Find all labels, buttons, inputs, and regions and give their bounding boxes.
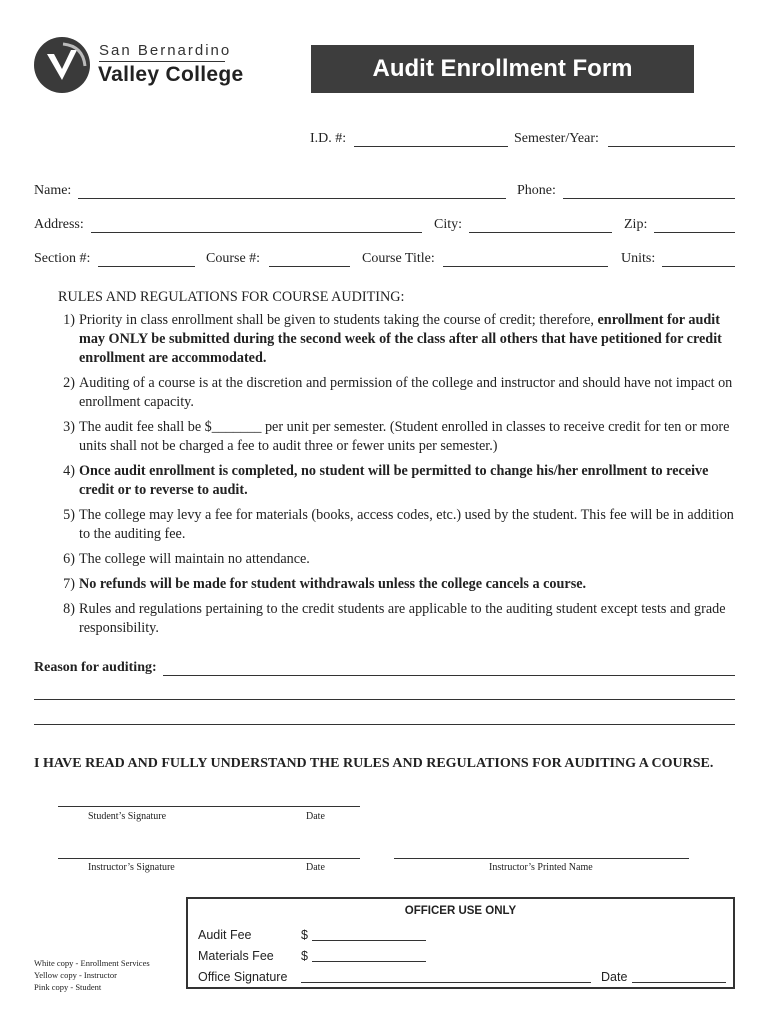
rule-item — [34, 374, 739, 412]
rule-item — [34, 550, 739, 569]
rule-text: Rules and regulations pertaining to the credit students are applicable to the auditing student except tests and grade responsibility. — [79, 601, 726, 636]
officer-box-title: OFFICER USE ONLY — [404, 905, 517, 917]
date-caption: Date — [306, 862, 325, 873]
officer-use-box — [186, 897, 735, 989]
materials-fee-dollar: $ — [301, 949, 308, 963]
college-logo — [33, 36, 91, 94]
semester-label: Semester/Year: — [514, 131, 599, 146]
audit-fee-field[interactable] — [312, 940, 426, 941]
rule-item — [34, 575, 739, 594]
rule-text-bold: enrollment for audit may ONLY be submitted during the second week of the class after all others that have petitioned for credit enrollment are accommodated. — [79, 312, 722, 366]
rule-text: The audit fee shall be $_______ per unit per semester. (Student enrolled in classes to receive credit for ten or more units shall not be charged a fee to audit three or fewer units per semester.) — [79, 419, 730, 454]
rule-text: No refunds will be made for student withdrawals unless the college cancels a course. — [79, 576, 587, 592]
rule-item — [34, 462, 739, 500]
rule-number: 8) — [63, 601, 75, 617]
materials-fee-label: Materials Fee — [198, 949, 274, 963]
phone-field[interactable] — [563, 198, 735, 199]
city-label: City: — [434, 217, 463, 232]
copy-distribution — [34, 957, 150, 993]
rule-text: The college will maintain no attendance. — [79, 551, 310, 567]
office-signature-field[interactable] — [301, 982, 591, 983]
rule-text: Auditing of a course is at the discretion and permission of the college and instructor and should have not impact on enrollment capacity. — [79, 375, 733, 410]
student-signature-caption: Student’s Signature — [88, 811, 167, 822]
reason-field-line1[interactable] — [163, 675, 735, 676]
rule-number: 3) — [63, 419, 75, 435]
instructor-name-caption: Instructor’s Printed Name — [489, 862, 593, 873]
copy-pink: Pink copy - Student — [34, 982, 102, 992]
zip-field[interactable] — [654, 232, 735, 233]
semester-field[interactable] — [608, 146, 735, 147]
audit-fee-label: Audit Fee — [198, 928, 252, 942]
rule-item — [34, 600, 739, 638]
audit-fee-dollar: $ — [301, 928, 308, 942]
date-caption: Date — [306, 811, 325, 822]
instructor-signature-line[interactable] — [58, 858, 360, 859]
student-signature-line[interactable] — [58, 806, 360, 807]
section-field[interactable] — [98, 266, 195, 267]
city-field[interactable] — [469, 232, 612, 233]
rule-text — [79, 311, 739, 368]
rule-item — [34, 506, 739, 544]
rule-item — [34, 311, 739, 368]
phone-label: Phone: — [517, 183, 556, 198]
units-label: Units: — [621, 251, 656, 266]
copy-white: White copy - Enrollment Services — [34, 958, 150, 968]
name-field[interactable] — [78, 198, 506, 199]
course-label: Course #: — [206, 251, 261, 266]
course-field[interactable] — [269, 266, 350, 267]
rule-number: 4) — [63, 463, 75, 479]
officer-date-label: Date — [601, 970, 628, 984]
rule-number: 6) — [63, 551, 75, 567]
logo-divider — [99, 61, 225, 62]
acknowledgement-statement: I HAVE READ AND FULLY UNDERSTAND THE RULES AND REGULATIONS FOR AUDITING A COURSE. — [34, 756, 714, 771]
rule-number: 5) — [63, 507, 75, 523]
college-name-line1: San Bernardino — [99, 42, 232, 59]
reason-field-line2[interactable] — [34, 699, 735, 700]
address-field[interactable] — [91, 232, 422, 233]
rules-section — [34, 288, 739, 644]
rule-number: 7) — [63, 576, 75, 592]
address-label: Address: — [34, 217, 84, 232]
form-title: Audit Enrollment Form — [311, 45, 694, 93]
rules-heading: RULES AND REGULATIONS FOR COURSE AUDITING: — [58, 289, 405, 305]
id-field[interactable] — [354, 146, 508, 147]
name-label: Name: — [34, 183, 72, 198]
section-label: Section #: — [34, 251, 91, 266]
rule-text-plain: Priority in class enrollment shall be given to students taking the course of credit; therefore, — [79, 312, 598, 328]
rule-number: 2) — [63, 375, 75, 391]
rule-number: 1) — [63, 312, 75, 328]
officer-date-field[interactable] — [632, 982, 726, 983]
rule-text: The college may levy a fee for materials (books, access codes, etc.) used by the student. This fee will be in addition to the auditing fee. — [79, 507, 734, 542]
course-title-field[interactable] — [443, 266, 608, 267]
id-label: I.D. #: — [310, 131, 347, 146]
copy-yellow: Yellow copy - Instructor — [34, 970, 117, 980]
course-title-label: Course Title: — [362, 251, 435, 266]
instructor-signature-caption: Instructor’s Signature — [88, 862, 175, 873]
materials-fee-field[interactable] — [312, 961, 426, 962]
college-name-line2: Valley College — [98, 63, 244, 86]
units-field[interactable] — [662, 266, 735, 267]
rule-text: Once audit enrollment is completed, no student will be permitted to change his/her enrollment to receive credit or to reverse to audit. — [79, 463, 709, 498]
zip-label: Zip: — [624, 217, 648, 232]
rule-item — [34, 418, 739, 456]
instructor-name-line[interactable] — [394, 858, 689, 859]
office-signature-label: Office Signature — [198, 970, 288, 984]
reason-field-line3[interactable] — [34, 724, 735, 725]
reason-label: Reason for auditing: — [34, 660, 157, 675]
